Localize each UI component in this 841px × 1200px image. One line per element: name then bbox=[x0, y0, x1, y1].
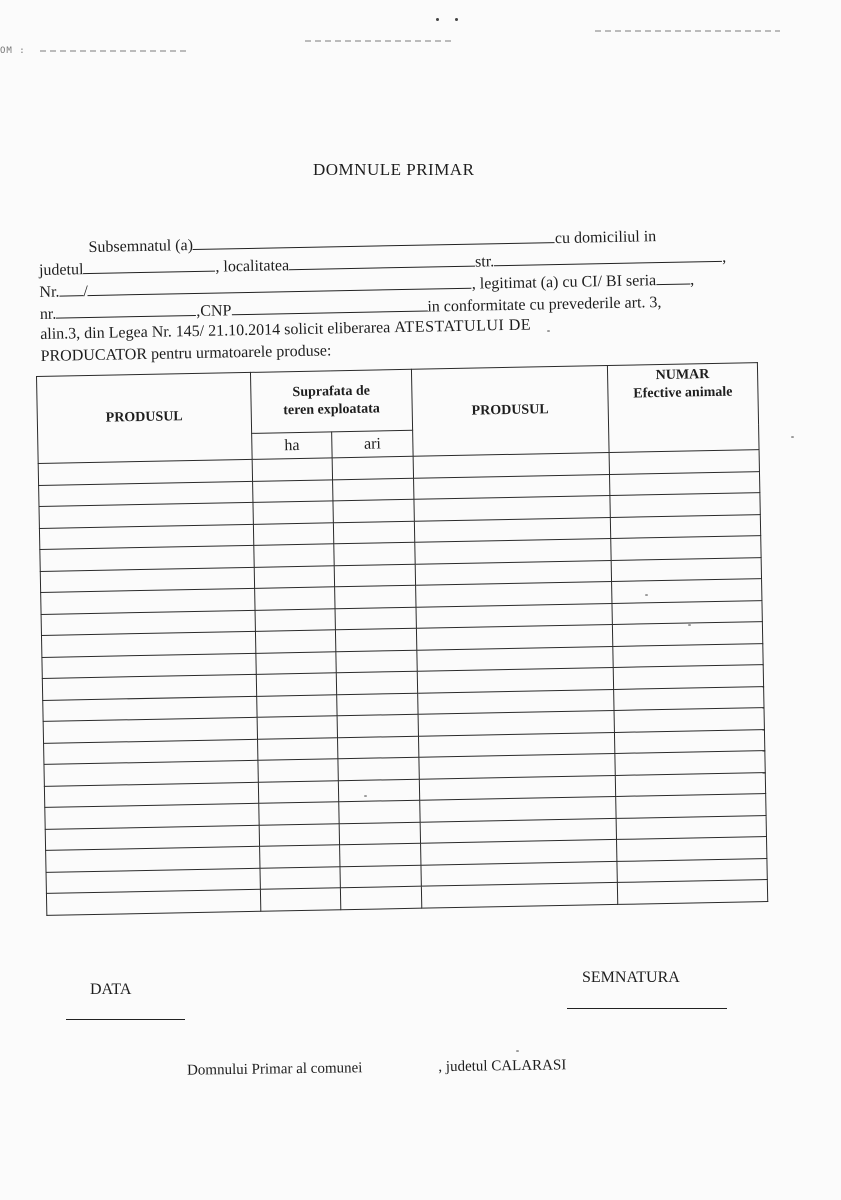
efective-cell[interactable] bbox=[616, 815, 767, 839]
ari-cell[interactable] bbox=[334, 542, 415, 565]
ha-cell[interactable] bbox=[253, 501, 334, 524]
produs-cell[interactable] bbox=[46, 889, 260, 915]
label-cnp: ,CNP bbox=[196, 302, 232, 320]
ari-cell[interactable] bbox=[335, 585, 416, 608]
date-line[interactable] bbox=[66, 1019, 185, 1020]
signature-line[interactable] bbox=[567, 1008, 727, 1009]
ha-cell[interactable] bbox=[257, 716, 338, 739]
name-field[interactable] bbox=[193, 228, 555, 250]
ha-cell[interactable] bbox=[254, 544, 335, 567]
ha-cell[interactable] bbox=[253, 522, 334, 545]
ari-cell[interactable] bbox=[337, 693, 418, 716]
label-nr: Nr. bbox=[39, 283, 60, 301]
header-ari: ari bbox=[332, 430, 413, 457]
scan-speck bbox=[547, 330, 550, 332]
scan-smudge bbox=[595, 30, 780, 32]
signature-label: SEMNATURA bbox=[582, 969, 680, 986]
scan-speck bbox=[645, 594, 648, 596]
ha-cell[interactable] bbox=[258, 780, 339, 803]
street-field[interactable] bbox=[494, 247, 722, 266]
scan-smudge bbox=[40, 50, 190, 52]
ha-cell[interactable] bbox=[254, 587, 335, 610]
cnp-field[interactable] bbox=[231, 297, 427, 316]
ari-cell[interactable] bbox=[336, 650, 417, 673]
scan-smudge bbox=[305, 40, 455, 42]
label-nr-id: nr. bbox=[39, 305, 57, 323]
ari-cell[interactable] bbox=[334, 521, 415, 544]
efective-cell[interactable] bbox=[617, 880, 768, 904]
header-numar-efective: NUMAR Efective animale bbox=[607, 363, 759, 453]
commune-blank[interactable] bbox=[362, 1071, 438, 1072]
label-str: str. bbox=[474, 253, 495, 271]
ha-cell[interactable] bbox=[256, 694, 337, 717]
ari-cell[interactable] bbox=[341, 886, 422, 909]
efective-cell[interactable] bbox=[611, 536, 762, 560]
ha-cell[interactable] bbox=[255, 608, 336, 631]
ari-cell[interactable] bbox=[333, 478, 414, 501]
efective-cell[interactable] bbox=[615, 751, 766, 775]
ha-cell[interactable] bbox=[256, 673, 337, 696]
efective-cell[interactable] bbox=[610, 493, 761, 517]
ari-cell[interactable] bbox=[338, 736, 419, 759]
scan-header-artifacts bbox=[0, 18, 841, 58]
ha-cell[interactable] bbox=[259, 802, 340, 825]
efective-cell[interactable] bbox=[614, 708, 765, 732]
efective-cell[interactable] bbox=[615, 772, 766, 796]
efective-cell[interactable] bbox=[610, 514, 761, 538]
label-judetul: judetul bbox=[38, 261, 84, 279]
paragraph-line-2: judetul , localitatea str. , bbox=[38, 248, 727, 279]
ha-cell[interactable] bbox=[257, 737, 338, 760]
scan-speck bbox=[516, 1050, 519, 1052]
efective-cell[interactable] bbox=[613, 665, 764, 689]
scan-speck bbox=[791, 436, 794, 438]
request-paragraph bbox=[38, 204, 788, 365]
scan-dot bbox=[436, 18, 439, 21]
header-suprafata: Suprafata de teren exploatata bbox=[250, 369, 412, 433]
ari-cell[interactable] bbox=[338, 757, 419, 780]
efective-cell[interactable] bbox=[614, 729, 765, 753]
label-subsemnatul: Subsemnatul (a) bbox=[88, 237, 194, 257]
products-table bbox=[36, 362, 768, 915]
ha-cell[interactable] bbox=[260, 866, 341, 889]
produs2-cell[interactable] bbox=[421, 882, 617, 907]
paragraph-line-6 bbox=[40, 342, 331, 366]
efective-cell[interactable] bbox=[612, 600, 763, 624]
efective-cell[interactable] bbox=[617, 858, 768, 882]
ari-cell[interactable] bbox=[335, 607, 416, 630]
efective-cell[interactable] bbox=[611, 579, 762, 603]
ari-cell[interactable] bbox=[336, 628, 417, 651]
efective-cell[interactable] bbox=[609, 450, 760, 474]
ari-cell[interactable] bbox=[339, 779, 420, 802]
footer-text-judet: , judetul CALARASI bbox=[438, 1057, 567, 1076]
number-field[interactable] bbox=[59, 281, 83, 296]
id-series-field[interactable] bbox=[656, 269, 690, 285]
efective-cell[interactable] bbox=[611, 557, 762, 581]
scan-dot bbox=[455, 18, 458, 21]
ha-cell[interactable] bbox=[259, 823, 340, 846]
efective-cell[interactable] bbox=[613, 686, 764, 710]
label-producator: PRODUCATOR pentru urmatoarele produse: bbox=[40, 342, 332, 365]
county-field[interactable] bbox=[83, 257, 215, 275]
footer-text-primar: Domnului Primar al comunei bbox=[186, 1060, 363, 1079]
footer-addressee bbox=[187, 1057, 567, 1079]
id-number-field[interactable] bbox=[56, 301, 196, 319]
ari-cell[interactable] bbox=[339, 800, 420, 823]
ari-cell[interactable] bbox=[337, 714, 418, 737]
scan-speck bbox=[364, 795, 367, 797]
header-produsul-2: PRODUSUL bbox=[411, 366, 609, 457]
ari-cell[interactable] bbox=[332, 456, 413, 479]
table-body bbox=[38, 450, 768, 915]
label-domiciliu: cu domiciliul in bbox=[554, 228, 657, 248]
ha-cell[interactable] bbox=[258, 759, 339, 782]
label-slash: / bbox=[83, 283, 89, 301]
efective-cell[interactable] bbox=[613, 643, 764, 667]
ha-cell[interactable] bbox=[254, 565, 335, 588]
efective-cell[interactable] bbox=[609, 471, 760, 495]
ari-cell[interactable] bbox=[340, 865, 421, 888]
label-legitimat: , legitimat (a) cu CI/ BI seria bbox=[471, 272, 657, 293]
locality-field[interactable] bbox=[289, 252, 475, 271]
efective-cell[interactable] bbox=[616, 794, 767, 818]
header-ha: ha bbox=[251, 432, 332, 459]
header-produsul-1: PRODUSUL bbox=[37, 372, 252, 463]
efective-cell[interactable] bbox=[616, 837, 767, 861]
label-conformitate: in conformitate cu prevederile art. 3, bbox=[427, 294, 662, 316]
scan-margin-text: OM : bbox=[0, 46, 26, 56]
ha-cell[interactable] bbox=[260, 888, 341, 911]
ari-cell[interactable] bbox=[333, 499, 414, 522]
page-title: DOMNULE PRIMAR bbox=[313, 160, 475, 179]
ha-cell[interactable] bbox=[252, 458, 333, 481]
ari-cell[interactable] bbox=[339, 822, 420, 845]
ha-cell[interactable] bbox=[256, 651, 337, 674]
ari-cell[interactable] bbox=[335, 564, 416, 587]
paragraph-line-3: Nr. / , legitimat (a) cu CI/ BI seria , bbox=[39, 271, 695, 301]
ari-cell[interactable] bbox=[337, 671, 418, 694]
label-atestat: ATESTATULUI DE bbox=[394, 316, 532, 337]
date-label: DATA bbox=[90, 981, 132, 998]
ha-cell[interactable] bbox=[252, 479, 333, 502]
ari-cell[interactable] bbox=[340, 843, 421, 866]
label-legea: alin.3, din Legea Nr. 145/ 21.10.2014 solicit eliberarea bbox=[40, 319, 395, 343]
ha-cell[interactable] bbox=[259, 845, 340, 868]
scan-speck bbox=[688, 624, 691, 626]
label-localitatea: , localitatea bbox=[215, 257, 290, 276]
ha-cell[interactable] bbox=[255, 630, 336, 653]
